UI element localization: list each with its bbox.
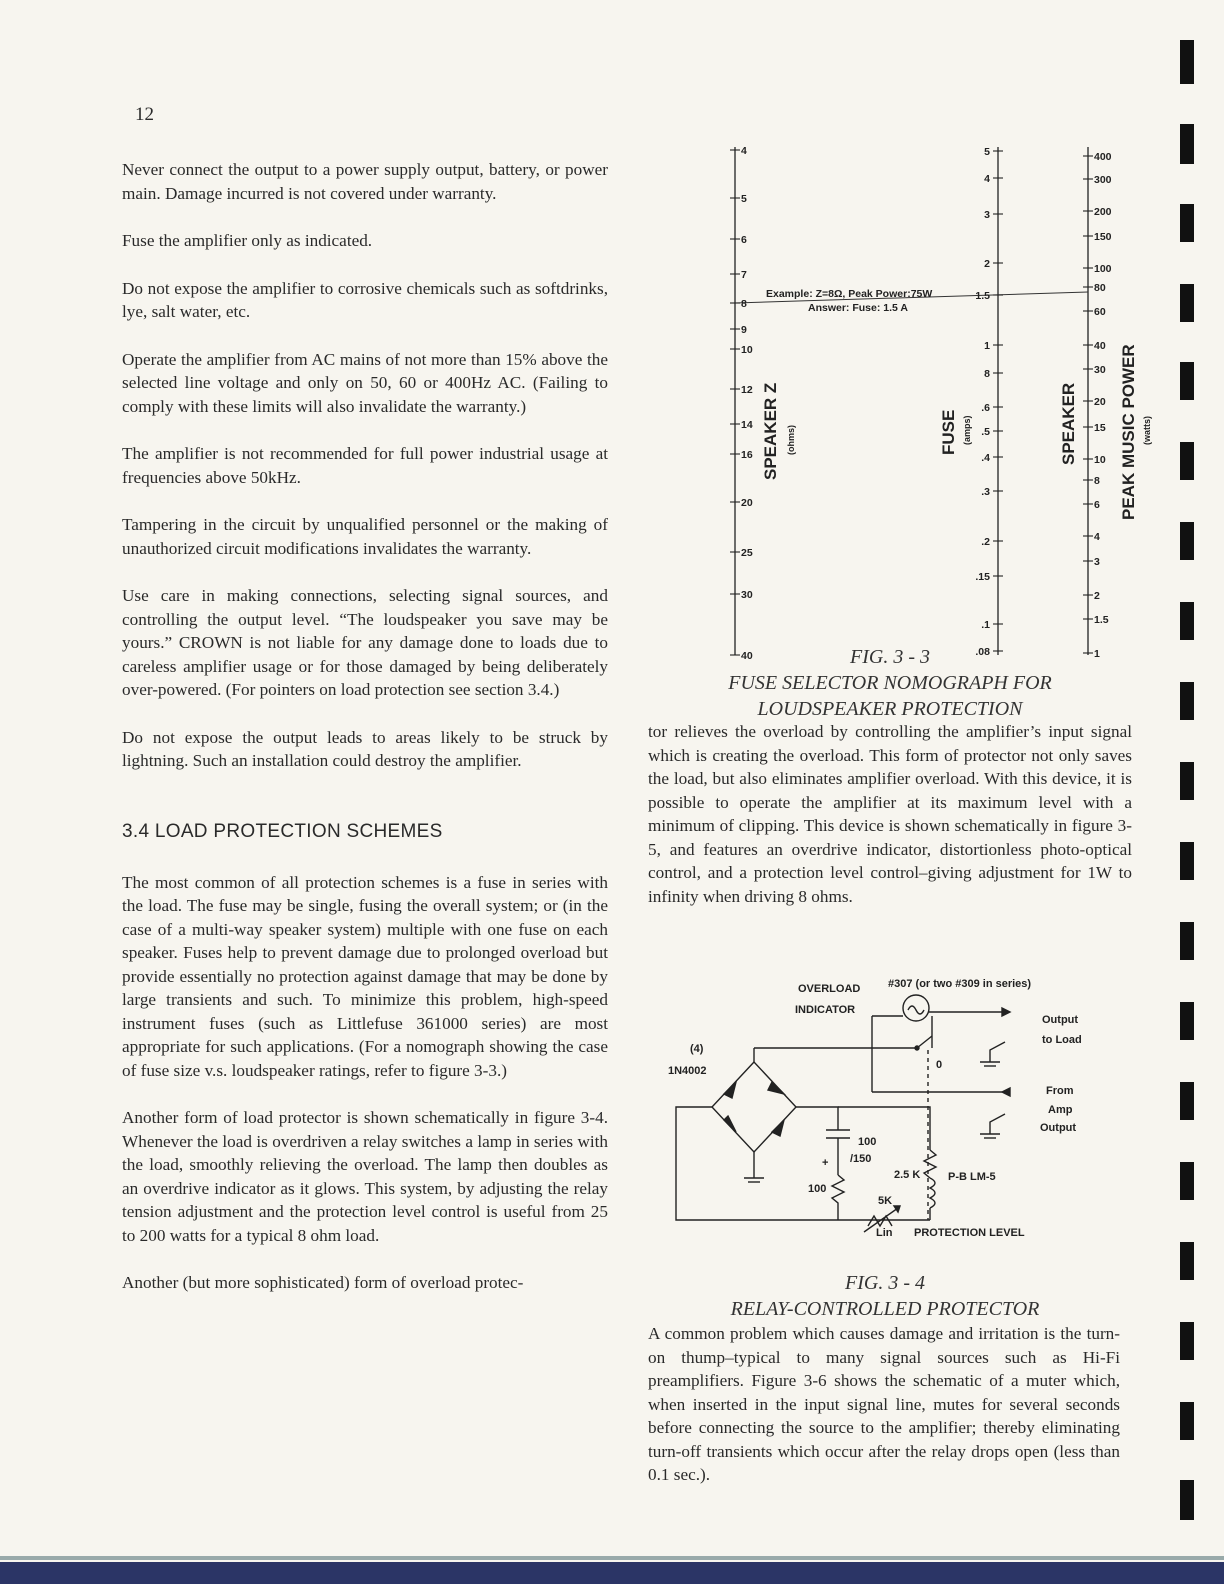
paragraph: Tampering in the circuit by unqualified personnel or the making of unauthorized circuit modifications invalidates the warranty. bbox=[122, 515, 608, 558]
power-tick-label: 10 bbox=[1094, 454, 1106, 466]
relay-protector-schematic bbox=[650, 970, 1120, 1250]
power-tick-label: 3 bbox=[1094, 556, 1100, 568]
binder-hole bbox=[1180, 682, 1194, 720]
figure-number: FIG. 3 - 3 bbox=[850, 646, 930, 668]
power-tick-label: 30 bbox=[1094, 364, 1106, 376]
paragraph: Another form of load protector is shown schematically in figure 3-4. Whenever the load is overdriven a relay switches a lamp in series with the load, smoothly relieving the overload. The lamp then doubles as an overdrive indicator as it glows. This system, by adjusting the relay tension adjustment and the protection level control is useful from 25 to 200 watts for a typical 8 ohm load. bbox=[122, 1108, 608, 1245]
figure-title: RELAY-CONTROLLED PROTECTOR bbox=[730, 1298, 1040, 1320]
speaker-z-tick-label: 10 bbox=[741, 344, 753, 356]
left-column bbox=[122, 158, 608, 1319]
power-tick-label: 6 bbox=[1094, 499, 1100, 511]
label-cap-plus: + bbox=[822, 1157, 829, 1169]
power-tick-label: 150 bbox=[1094, 231, 1112, 243]
binder-hole bbox=[1180, 922, 1194, 960]
fuse-tick-label: 3 bbox=[984, 209, 990, 221]
label-cap-voltage: /150 bbox=[850, 1153, 872, 1165]
paragraph: Use care in making connections, selecting signal sources, and controlling the output level. “The loudspeaker you save may be yours.” CROWN is not liable for any damage done to loads due to careless amplifier usage or for those damaged by being deliberately over-powered. (For pointers on load protection see section 3.4.) bbox=[122, 586, 608, 699]
power-tick-label: 40 bbox=[1094, 340, 1106, 352]
section-heading: 3.4 LOAD PROTECTION SCHEMES bbox=[122, 820, 443, 842]
label-relay: P-B LM-5 bbox=[948, 1171, 996, 1183]
speaker-z-tick-label: 4 bbox=[741, 145, 747, 157]
power-tick-label: 1.5 bbox=[1094, 614, 1109, 626]
label-output: Output bbox=[1042, 1014, 1079, 1026]
fuse-tick-label: .6 bbox=[981, 402, 990, 414]
fuse-tick-label: 4 bbox=[984, 173, 990, 185]
diode-bridge bbox=[712, 1062, 796, 1152]
figure-title-line1: FUSE SELECTOR NOMOGRAPH FOR bbox=[728, 672, 1052, 694]
binder-hole bbox=[1180, 522, 1194, 560]
page-number: 12 bbox=[135, 104, 154, 125]
speaker-z-tick-label: 40 bbox=[741, 650, 753, 662]
speaker-z-tick-label: 16 bbox=[741, 449, 753, 461]
speaker-z-tick-label: 9 bbox=[741, 324, 747, 336]
fuse-tick-label: .08 bbox=[975, 646, 990, 658]
speaker-z-tick-label: 8 bbox=[741, 298, 747, 310]
binder-hole bbox=[1180, 40, 1194, 84]
paragraph: Fuse the amplifier only as indicated. bbox=[122, 231, 373, 250]
fuse-unit: (amps) bbox=[962, 415, 972, 445]
label-resistor-2-5k: 2.5 K bbox=[894, 1169, 921, 1181]
peak-power-label: PEAK MUSIC POWER bbox=[1119, 344, 1138, 520]
binder-hole bbox=[1180, 1162, 1194, 1200]
power-tick-label: 60 bbox=[1094, 306, 1106, 318]
label-pot: 5K bbox=[878, 1195, 893, 1207]
binder-hole bbox=[1180, 1002, 1194, 1040]
speaker-z-unit: (ohms) bbox=[786, 425, 796, 455]
label-indicator: INDICATOR bbox=[795, 1004, 856, 1016]
power-tick-label: 8 bbox=[1094, 475, 1100, 487]
label-protection-level: PROTECTION LEVEL bbox=[914, 1227, 1025, 1239]
binder-hole bbox=[1180, 1242, 1194, 1280]
power-tick-label: 300 bbox=[1094, 174, 1112, 186]
label-cap-value: 100 bbox=[858, 1136, 877, 1148]
paragraph: Do not expose the amplifier to corrosive chemicals such as softdrinks, lye, salt water, etc. bbox=[122, 278, 608, 321]
fuse-tick-label: 1 bbox=[984, 340, 990, 352]
power-tick-label: 2 bbox=[1094, 590, 1100, 602]
speaker-z-tick-label: 20 bbox=[741, 497, 753, 509]
resistor-100 bbox=[832, 1175, 844, 1220]
binder-hole bbox=[1180, 1480, 1194, 1520]
fuse-nomograph bbox=[720, 135, 1160, 665]
binder-hole bbox=[1180, 442, 1194, 480]
power-tick-label: 4 bbox=[1094, 531, 1100, 543]
figure-title-line2: LOUDSPEAKER PROTECTION bbox=[757, 698, 1023, 720]
resistor-2-5k bbox=[924, 1150, 936, 1178]
binder-hole bbox=[1180, 762, 1194, 800]
paragraph: tor relieves the overload by controlling the amplifier’s input signal which is creating the overload. This form of protector not only saves the load, but also eliminates amplifier overload. With this device, it is possible to operate the amplifier at its maximum level with a minimum of clipping. This device is shown schematically in figure 3-5, and features an overdrive indicator, distortionless photo-optical control, and a protection level control–giving adjustment for 1W to infinity when driving 8 ohms. bbox=[648, 722, 1132, 906]
fuse-tick-label: .15 bbox=[975, 571, 990, 583]
power-tick-label: 15 bbox=[1094, 422, 1106, 434]
label-amp-output: Output bbox=[1040, 1122, 1077, 1134]
fuse-label: FUSE bbox=[939, 409, 958, 455]
speaker-z-label: SPEAKER Z bbox=[761, 382, 780, 480]
fuse-tick-label: 1.5 bbox=[975, 290, 990, 302]
output-arrow bbox=[1002, 1008, 1010, 1016]
relay-coil bbox=[930, 1178, 935, 1208]
binder-hole bbox=[1180, 602, 1194, 640]
fuse-tick-label: .5 bbox=[981, 426, 990, 438]
power-tick-label: 200 bbox=[1094, 206, 1112, 218]
paragraph: The most common of all protection schemes is a fuse in series with the load. The fuse may be single, fusing the overall system; or (in the case of a multi-way speaker system) multiple with one fuse on each speaker. Fuses help to prevent damage due to prolonged overload but provide essentially no protection against damage that may be done by large transients and such. To minimize this problem, high-speed instrument fuses (such as Littlefuse 361000 series) are most appropriate for such applications. (For a nomograph showing the case of fuse size v.s. loudspeaker ratings, refer to figure 3-3.) bbox=[122, 872, 608, 1080]
label-from: From bbox=[1046, 1085, 1074, 1097]
speaker-z-tick-label: 12 bbox=[741, 384, 753, 396]
binder-hole bbox=[1180, 842, 1194, 880]
label-lin: Lin bbox=[876, 1227, 893, 1239]
figure-number: FIG. 3 - 4 bbox=[845, 1272, 925, 1294]
power-tick-label: 1 bbox=[1094, 648, 1100, 660]
binder-hole bbox=[1180, 124, 1194, 164]
power-tick-label: 400 bbox=[1094, 151, 1112, 163]
paragraph: Another (but more sophisticated) form of overload protec- bbox=[122, 1273, 524, 1292]
page-edge bbox=[0, 1556, 1224, 1560]
power-tick-label: 100 bbox=[1094, 263, 1112, 275]
speaker-z-tick-label: 14 bbox=[741, 419, 753, 431]
binder-hole bbox=[1180, 1322, 1194, 1360]
paragraph: A common problem which causes damage and irritation is the turn-on thump–typical to many signal sources such as Hi-Fi preamplifiers. Figure 3-6 shows the schematic of a muter which, when inserted in the input signal line, mutes for several seconds before connecting the source to the amplifier; thereby eliminating turn-off transients which occur after the relay drops open (less than 0.1 sec.). bbox=[648, 1324, 1120, 1484]
label-overload: OVERLOAD bbox=[798, 983, 861, 995]
from-amp-arrow bbox=[1002, 1088, 1010, 1096]
lamp-symbol bbox=[903, 995, 929, 1021]
binder-hole bbox=[1180, 284, 1194, 322]
binder-hole bbox=[1180, 204, 1194, 242]
fuse-tick-label: 2 bbox=[984, 258, 990, 270]
label-lamp: #307 (or two #309 in series) bbox=[888, 978, 1032, 990]
right-column-bottom bbox=[648, 1322, 1120, 1511]
speaker-z-tick-label: 6 bbox=[741, 234, 747, 246]
lamp-filament bbox=[908, 1006, 924, 1014]
binder-hole bbox=[1180, 1082, 1194, 1120]
label-to-load: to Load bbox=[1042, 1034, 1082, 1046]
paragraph: Never connect the output to a power supply output, battery, or power main. Damage incurred is not covered under warranty. bbox=[122, 160, 608, 203]
figure-3-4-caption bbox=[660, 1270, 1110, 1322]
fuse-tick-label: 8 bbox=[984, 368, 990, 380]
power-tick-label: 20 bbox=[1094, 396, 1106, 408]
label-diode-count: (4) bbox=[690, 1043, 704, 1055]
paragraph: Operate the amplifier from AC mains of not more than 15% above the selected line voltage and only on 50, 60 or 400Hz AC. (Failing to comply with these limits will also invalidate the warranty.) bbox=[122, 349, 608, 416]
fuse-tick-label: .1 bbox=[981, 619, 990, 631]
binder-hole bbox=[1180, 362, 1194, 400]
label-resistor-100: 100 bbox=[808, 1183, 827, 1195]
speaker-z-tick-label: 5 bbox=[741, 193, 747, 205]
binder-hole bbox=[1180, 1402, 1194, 1440]
answer-text: Answer: Fuse: 1.5 A bbox=[808, 302, 908, 314]
right-column bbox=[648, 720, 1132, 932]
example-text: Example: Z=8Ω, Peak Power:75W bbox=[766, 288, 933, 300]
figure-3-3-caption bbox=[690, 644, 1090, 722]
fuse-tick-label: .3 bbox=[981, 486, 990, 498]
paragraph: The amplifier is not recommended for full power industrial usage at frequencies above 50kHz. bbox=[122, 444, 608, 487]
label-diode: 1N4002 bbox=[668, 1065, 707, 1077]
speaker-z-tick-label: 7 bbox=[741, 269, 747, 281]
label-amp: Amp bbox=[1048, 1104, 1073, 1116]
speaker-z-tick-label: 30 bbox=[741, 589, 753, 601]
paragraph: Do not expose the output leads to areas likely to be struck by lightning. Such an installation could destroy the amplifier. bbox=[122, 727, 608, 770]
speaker-label: SPEAKER bbox=[1059, 382, 1078, 465]
peak-power-unit: (watts) bbox=[1142, 416, 1152, 445]
fuse-tick-label: .2 bbox=[981, 536, 990, 548]
fuse-tick-label: .4 bbox=[981, 452, 990, 464]
power-tick-label: 80 bbox=[1094, 282, 1106, 294]
page-bottom-band bbox=[0, 1562, 1224, 1584]
fuse-tick-label: 5 bbox=[984, 146, 990, 158]
speaker-z-tick-label: 25 bbox=[741, 547, 753, 559]
label-contact: 0 bbox=[936, 1059, 943, 1071]
